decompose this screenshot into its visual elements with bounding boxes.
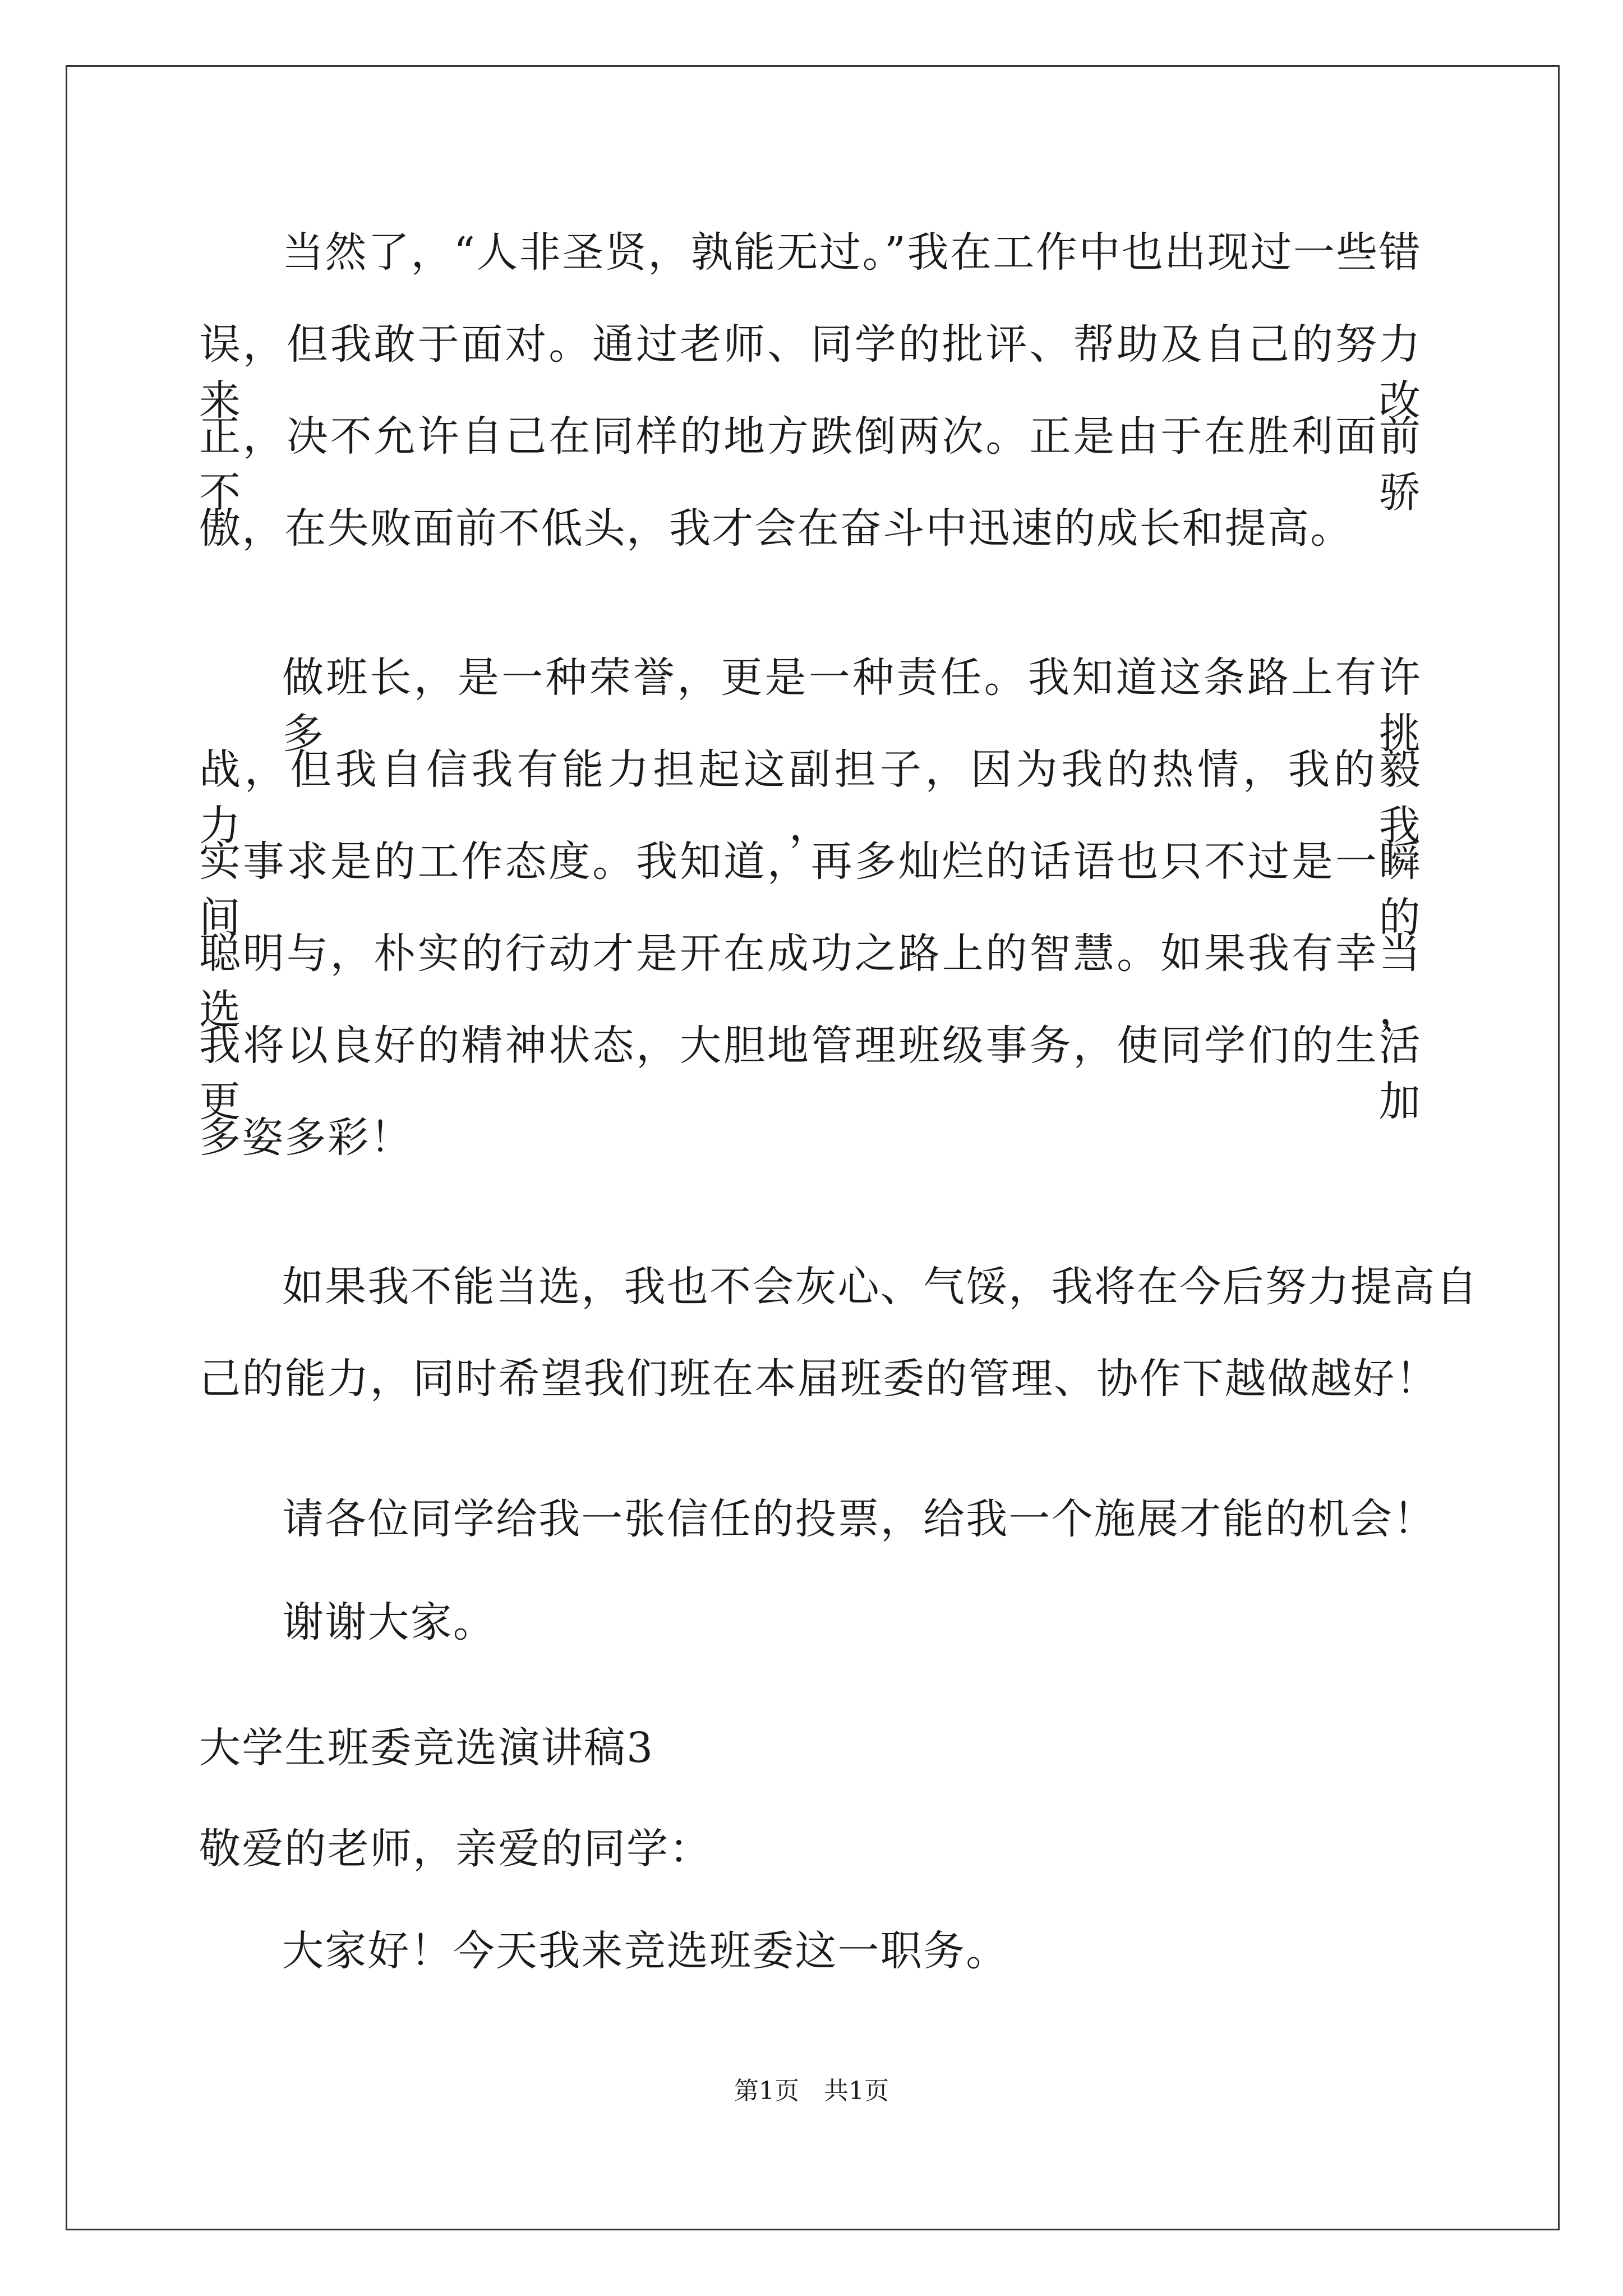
salutation: 敬爱的老师，亲爱的同学： [199,1825,712,1873]
page-number: 第1页 共1页 [734,2077,889,2105]
paragraph-line: 正，决不允许自己在同样的地方跌倒两次。正是由于在胜利面前不骄 [199,412,1422,517]
paragraph-line: 多姿多彩！ [199,1114,413,1162]
paragraph-line: 己的能力，同时希望我们班在本届班委的管理、协作下越做越好！ [199,1355,1438,1403]
paragraph-line: 大家好！今天我来竞选班委这一职务。 [282,1927,1009,1975]
paragraph-line: 实事求是的工作态度。我知道，再多灿烂的话语也只不过是一瞬间的 [199,838,1422,942]
paragraph-line: 当然了，“人非圣贤，孰能无过。”我在工作中也出现过一些错 [282,228,1422,277]
page-footer [0,2074,1623,2108]
paragraph-line: 如果我不能当选，我也不会灰心、气馁，我将在今后努力提高自 [282,1263,1479,1311]
paragraph-line: 误，但我敢于面对。通过老师、同学的批评、帮助及自己的努力来改 [199,320,1422,425]
section-title: 大学生班委竞选演讲稿3 [199,1724,654,1772]
paragraph-line: 谢谢大家。 [282,1598,496,1646]
paragraph-line: 战，但我自信我有能力担起这副担子，因为我的热情，我的毅力，我 [199,746,1422,850]
paragraph-line: 聪明与，朴实的行动才是开在成功之路上的智慧。如果我有幸当选， [199,930,1422,1034]
paragraph-line: 傲，在失败面前不低头，我才会在奋斗中迅速的成长和提高。 [199,504,1353,553]
paragraph-line: 我将以良好的精神状态，大胆地管理班级事务，使同学们的生活更加 [199,1022,1422,1126]
paragraph-line: 请各位同学给我一张信任的投票，给我一个施展才能的机会！ [282,1495,1436,1543]
paragraph-line: 做班长，是一种荣誉，更是一种责任。我知道这条路上有许多挑 [282,654,1422,758]
